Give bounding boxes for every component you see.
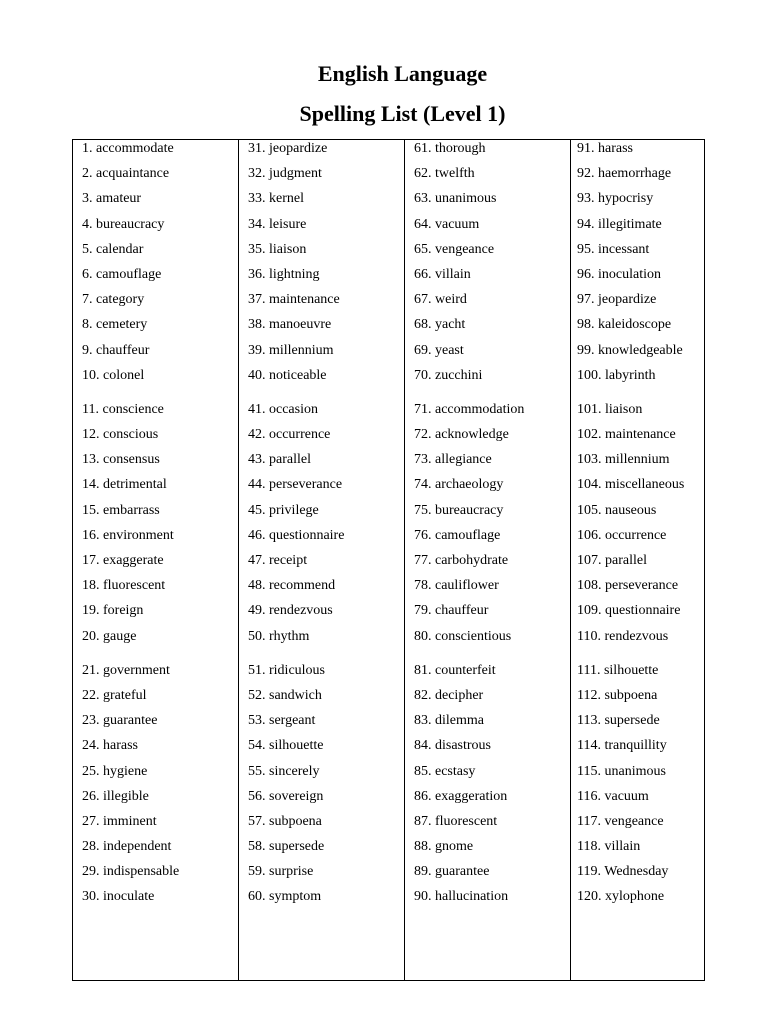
spelling-word: 84. disastrous bbox=[414, 738, 491, 754]
spelling-column-4 bbox=[571, 140, 704, 980]
spelling-word: 87. fluorescent bbox=[414, 813, 498, 829]
spelling-word: 85. ecstasy bbox=[414, 763, 476, 779]
spelling-word: 67. weird bbox=[414, 292, 467, 308]
spelling-word: 82. decipher bbox=[414, 687, 484, 703]
spelling-word: 25. hygiene bbox=[82, 763, 148, 779]
spelling-word: 37. maintenance bbox=[248, 292, 340, 308]
spelling-word: 103. millennium bbox=[577, 452, 670, 468]
spelling-word: 86. exaggeration bbox=[414, 788, 508, 804]
spelling-word: 44. perseverance bbox=[248, 477, 343, 493]
spelling-word: 2. acquaintance bbox=[82, 166, 170, 182]
spelling-word: 58. supersede bbox=[248, 839, 325, 855]
spelling-word: 18. fluorescent bbox=[82, 578, 166, 594]
spelling-word: 70. zucchini bbox=[414, 367, 483, 383]
spelling-word: 71. accommodation bbox=[414, 401, 525, 417]
spelling-word: 17. exaggerate bbox=[82, 553, 164, 568]
spelling-word: 91. harass bbox=[577, 141, 633, 156]
spelling-word: 78. cauliflower bbox=[414, 578, 499, 594]
spelling-word: 39. millennium bbox=[248, 342, 334, 358]
spelling-word: 33. kernel bbox=[248, 191, 304, 207]
spelling-word: 56. sovereign bbox=[248, 788, 324, 804]
spelling-word: 64. vacuum bbox=[414, 216, 480, 232]
spelling-word: 92. haemorrhage bbox=[577, 166, 672, 182]
spelling-word: 72. acknowledge bbox=[414, 427, 509, 443]
spelling-word: 61. thorough bbox=[414, 141, 486, 156]
spelling-word: 111. silhouette bbox=[577, 662, 659, 678]
spelling-word: 32. judgment bbox=[248, 166, 322, 182]
spelling-list-table bbox=[72, 139, 705, 981]
spelling-word: 114. tranquillity bbox=[577, 738, 667, 754]
spelling-word: 14. detrimental bbox=[82, 477, 167, 493]
spelling-word: 94. illegitimate bbox=[577, 216, 662, 232]
spelling-word: 34. leisure bbox=[248, 216, 307, 232]
spelling-word: 53. sergeant bbox=[248, 713, 316, 729]
spelling-word: 47. receipt bbox=[248, 553, 308, 568]
spelling-word: 59. surprise bbox=[248, 864, 314, 880]
spelling-word: 90. hallucination bbox=[414, 889, 509, 905]
spelling-word: 7. category bbox=[82, 292, 145, 308]
spelling-word: 23. guarantee bbox=[82, 713, 158, 729]
spelling-word: 51. ridiculous bbox=[248, 662, 325, 678]
spelling-word: 73. allegiance bbox=[414, 452, 492, 468]
spelling-word: 118. villain bbox=[577, 839, 641, 855]
spelling-word: 89. guarantee bbox=[414, 864, 490, 880]
spelling-word: 13. consensus bbox=[82, 452, 160, 468]
spelling-word: 28. independent bbox=[82, 839, 172, 855]
spelling-word: 41. occasion bbox=[248, 401, 318, 417]
spelling-word: 95. incessant bbox=[577, 241, 650, 257]
document-title: English Language bbox=[317, 61, 488, 86]
spelling-word: 57. subpoena bbox=[248, 813, 322, 829]
spelling-word: 22. grateful bbox=[82, 687, 147, 703]
spelling-word: 15. embarrass bbox=[82, 502, 160, 518]
spelling-word: 6. camouflage bbox=[82, 266, 162, 282]
document-subtitle: Spelling List (Level 1) bbox=[299, 101, 506, 126]
spelling-word: 19. foreign bbox=[82, 603, 144, 619]
spelling-word: 4. bureaucracy bbox=[82, 216, 165, 232]
spelling-word: 49. rendezvous bbox=[248, 603, 333, 619]
spelling-word: 81. counterfeit bbox=[414, 662, 496, 678]
spelling-word: 11. conscience bbox=[82, 401, 164, 417]
spelling-word: 68. yacht bbox=[414, 317, 466, 333]
spelling-word: 20. gauge bbox=[82, 628, 137, 644]
spelling-word: 27. imminent bbox=[82, 813, 157, 829]
spelling-word: 105. nauseous bbox=[577, 502, 657, 518]
spelling-word: 38. manoeuvre bbox=[248, 317, 332, 333]
spelling-word: 74. archaeology bbox=[414, 477, 504, 493]
spelling-word: 96. inoculation bbox=[577, 266, 661, 282]
spelling-word: 106. occurrence bbox=[577, 527, 667, 543]
spelling-word: 30. inoculate bbox=[82, 889, 155, 905]
spelling-word: 62. twelfth bbox=[414, 166, 475, 182]
spelling-word: 108. perseverance bbox=[577, 578, 679, 594]
spelling-word: 21. government bbox=[82, 662, 170, 678]
spelling-word: 93. hypocrisy bbox=[577, 191, 654, 207]
spelling-word: 46. questionnaire bbox=[248, 527, 345, 543]
spelling-word: 52. sandwich bbox=[248, 687, 322, 703]
spelling-word: 98. kaleidoscope bbox=[577, 317, 672, 333]
spelling-word: 60. symptom bbox=[248, 889, 322, 905]
spelling-word: 69. yeast bbox=[414, 342, 464, 358]
spelling-word: 63. unanimous bbox=[414, 191, 497, 207]
spelling-word: 83. dilemma bbox=[414, 713, 484, 729]
spelling-word: 76. camouflage bbox=[414, 527, 501, 543]
spelling-word: 48. recommend bbox=[248, 578, 336, 594]
spelling-word: 43. parallel bbox=[248, 452, 311, 468]
spelling-word: 55. sincerely bbox=[248, 763, 320, 779]
spelling-word: 12. conscious bbox=[82, 427, 159, 443]
spelling-word: 66. villain bbox=[414, 266, 471, 282]
spelling-word: 16. environment bbox=[82, 527, 174, 543]
spelling-word: 50. rhythm bbox=[248, 628, 310, 644]
spelling-word: 115. unanimous bbox=[577, 763, 666, 779]
spelling-word: 31. jeopardize bbox=[248, 141, 328, 156]
spelling-word: 104. miscellaneous bbox=[577, 477, 685, 493]
spelling-word: 119. Wednesday bbox=[577, 864, 669, 880]
spelling-word: 42. occurrence bbox=[248, 427, 331, 443]
spelling-word: 101. liaison bbox=[577, 401, 643, 417]
spelling-column-2 bbox=[239, 140, 405, 980]
spelling-word: 3. amateur bbox=[82, 191, 142, 207]
spelling-word: 75. bureaucracy bbox=[414, 502, 504, 518]
spelling-word: 45. privilege bbox=[248, 502, 319, 518]
spelling-word: 54. silhouette bbox=[248, 738, 324, 754]
spelling-word: 29. indispensable bbox=[82, 864, 180, 880]
spelling-word: 102. maintenance bbox=[577, 427, 676, 443]
spelling-word: 79. chauffeur bbox=[414, 603, 489, 619]
spelling-word: 100. labyrinth bbox=[577, 367, 656, 383]
spelling-word: 99. knowledgeable bbox=[577, 342, 683, 358]
spelling-word: 109. questionnaire bbox=[577, 603, 681, 619]
spelling-word: 116. vacuum bbox=[577, 788, 649, 804]
spelling-word: 9. chauffeur bbox=[82, 342, 150, 358]
spelling-word: 97. jeopardize bbox=[577, 292, 657, 308]
spelling-word: 35. liaison bbox=[248, 241, 307, 257]
spelling-word: 40. noticeable bbox=[248, 367, 327, 383]
spelling-word: 5. calendar bbox=[82, 241, 144, 257]
spelling-word: 8. cemetery bbox=[82, 317, 148, 333]
spelling-word: 10. colonel bbox=[82, 367, 145, 383]
spelling-word: 65. vengeance bbox=[414, 241, 495, 257]
spelling-word: 26. illegible bbox=[82, 788, 149, 804]
spelling-word: 77. carbohydrate bbox=[414, 553, 509, 568]
spelling-column-3 bbox=[405, 140, 571, 980]
spelling-word: 117. vengeance bbox=[577, 813, 664, 829]
spelling-word: 107. parallel bbox=[577, 553, 647, 568]
spelling-word: 24. harass bbox=[82, 738, 138, 754]
spelling-word: 36. lightning bbox=[248, 266, 320, 282]
spelling-column-1 bbox=[73, 140, 239, 980]
spelling-word: 80. conscientious bbox=[414, 628, 512, 644]
spelling-word: 120. xylophone bbox=[577, 889, 665, 905]
spelling-word: 1. accommodate bbox=[82, 141, 174, 156]
spelling-word: 110. rendezvous bbox=[577, 628, 669, 644]
spelling-word: 113. supersede bbox=[577, 713, 660, 729]
spelling-word: 88. gnome bbox=[414, 839, 474, 855]
spelling-word: 112. subpoena bbox=[577, 687, 658, 703]
